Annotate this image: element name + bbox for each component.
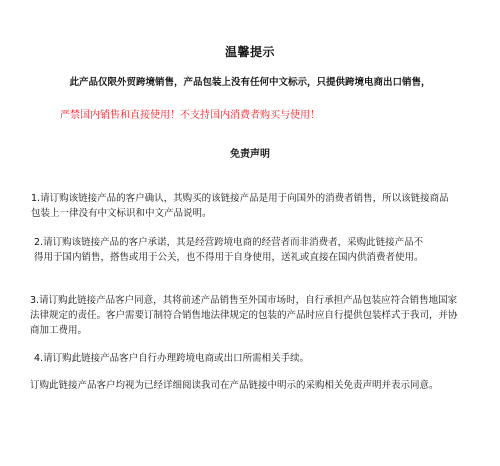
clause-3-line-1: 3.请订购此链接产品客户同意，其将前述产品销售至外国市场时，自行承担产品包装应符合销售地国家 [30,295,458,306]
clause-2-line-1: 2.请订购该链接产品的客户承诺，其是经营跨境电商的经营者而非消费者，采购此链接产品不 [34,237,424,248]
agreement-statement: 订购此链接产品客户均视为已经详细阅读我司在产品链接中明示的采购相关免责声明并表示同意。 [30,380,439,391]
clause-1-line-1: 1.请订购该链接产品的客户确认，其购买的该链接产品是用于向国外的消费者销售，所以该链接商品 [31,193,449,204]
disclaimer-clause-3 [30,293,490,338]
export-only-notice: 此产品仅限外贸跨境销售，产品包装上没有任何中文标示，只提供跨境电商出口销售， [69,77,431,88]
clause-2-line-2: 得用于国内销售，搭售或用于公关，也不得用于自身使用，送礼或直接在国内供消费者使用。 [34,252,424,263]
clause-3-line-3: 商加工费用。 [30,325,88,336]
clause-3-line-2: 法律规定的责任。客户需要订制符合销售地法律规定的包装的产品时应自行提供包装样式于我司，并协 [30,310,458,321]
disclaimer-heading: 免责声明 [230,149,270,160]
clause-4-line-1: 4.请订购此链接产品客户自行办理跨境电商或出口所需相关手续。 [34,353,310,364]
disclaimer-clause-1 [31,191,491,221]
clause-1-line-2: 包装上一律没有中文标识和中文产品说明。 [31,208,212,219]
notice-title: 温馨提示 [224,45,275,59]
disclaimer-clause-2 [34,235,494,265]
domestic-use-warning: 严禁国内销售和直接使用！不支持国内消费者购买与使用！ [60,110,320,121]
disclaimer-clause-4 [34,351,494,366]
